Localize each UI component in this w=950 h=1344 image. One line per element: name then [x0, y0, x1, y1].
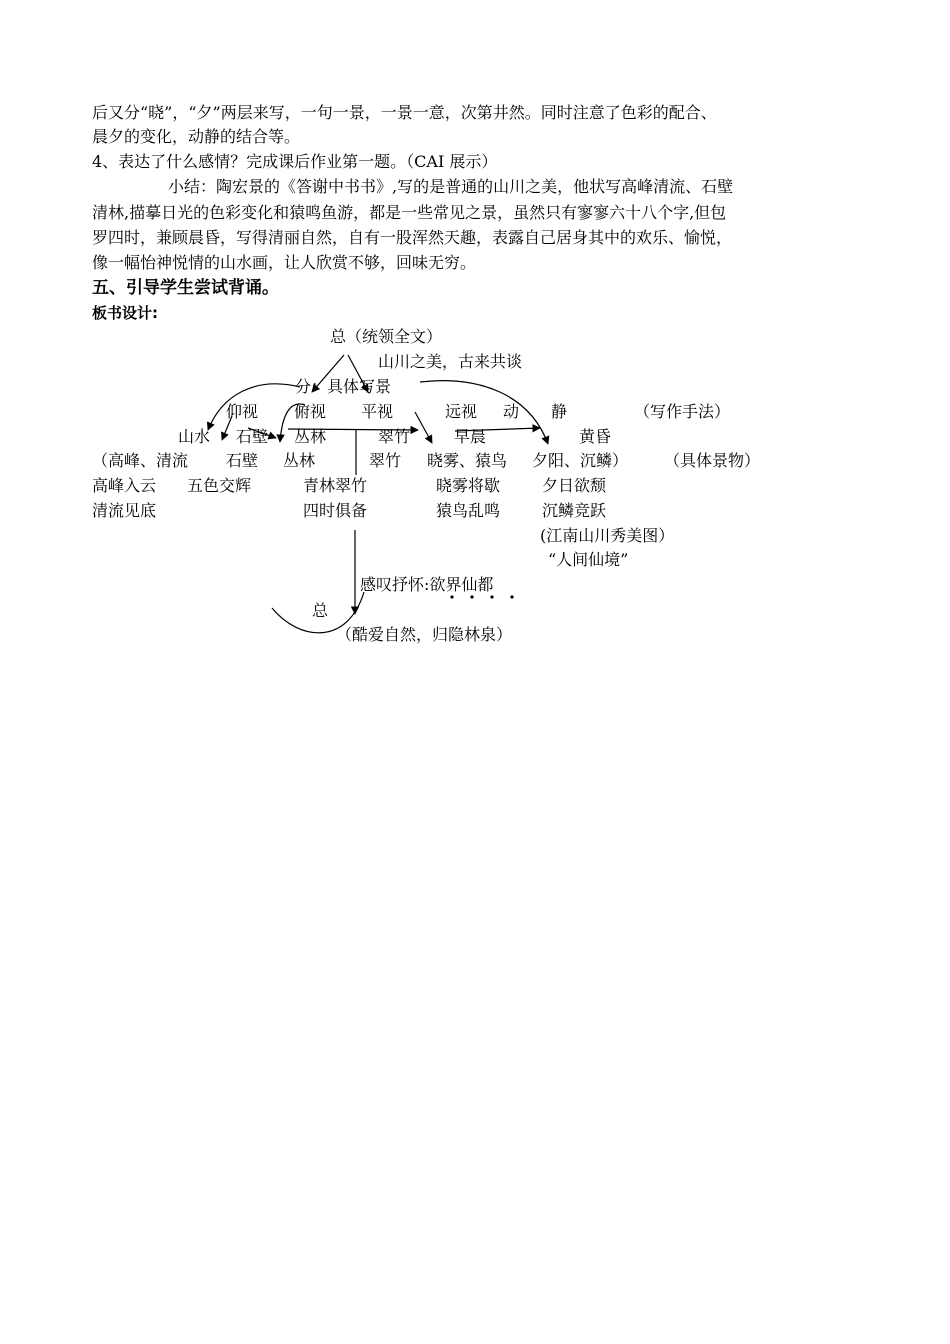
board-row-b: 猿鸟乱鸣	[436, 501, 501, 520]
board-concrete-label: （具体景物）	[664, 451, 761, 470]
board-fairyland: “人间仙境”	[548, 550, 629, 569]
board-view: 静	[551, 402, 568, 421]
board-conclusion: （酷爱自然，归隐林泉）	[336, 625, 513, 644]
board-scene: 石壁	[236, 427, 269, 446]
board-concrete: 石壁	[226, 451, 259, 470]
board-scene: 山水	[178, 427, 211, 446]
board-row-a: 青林翠竹	[303, 476, 368, 495]
board-concrete: （高峰、清流	[92, 451, 189, 470]
board-concrete: 丛林	[283, 451, 316, 470]
board-row-a: 高峰入云	[92, 476, 157, 495]
summary-line: 罗四时，兼顾晨昏，写得清丽自然，自有一股浑然天趣，表露自己居身其中的欢乐、愉悦，	[92, 228, 733, 247]
board-view: 俯视	[294, 402, 327, 421]
board-method-label: （写作手法）	[634, 402, 731, 421]
paragraph-line: 晨夕的变化，动静的结合等。	[92, 127, 301, 146]
board-view: 动	[503, 402, 520, 421]
board-view: 仰视	[226, 402, 259, 421]
board-scene: 丛林	[294, 427, 327, 446]
board-concrete: 晓雾、猿鸟	[427, 451, 508, 470]
board-row-a: 五色交辉	[187, 476, 252, 495]
board-sigh: 感叹抒怀:欲界仙都	[360, 575, 494, 594]
board-row-a: 晓雾将歇	[436, 476, 501, 495]
board-scene: 翠竹	[378, 427, 411, 446]
summary-line: 小结：陶宏景的《答谢中书书》,写的是普通的山川之美，他状写高峰清流、石壁	[168, 177, 734, 196]
board-fen: 分：具体写景	[295, 377, 392, 396]
board-row-b: 沉鳞竞跃	[542, 501, 607, 520]
arrow-yuanshi	[415, 412, 432, 443]
board-view: 平视	[361, 402, 394, 421]
board-zong-top: 总（统领全文）	[330, 327, 443, 346]
section-heading: 五、引导学生尝试背诵。	[92, 278, 279, 298]
question-4: 4、表达了什么感情？完成课后作业第一题。（CAI 展示）	[92, 152, 498, 171]
board-row-a: 夕日欲颓	[542, 476, 607, 495]
board-row-b: 清流见底	[92, 501, 157, 520]
board-row-b: 四时俱备	[303, 501, 368, 520]
summary-line: 清林,描摹日光的色彩变化和猿鸣鱼游，都是一些常见之景，虽然只有寥寥六十八个字,但包	[92, 203, 727, 222]
summary-line: 像一幅怡神悦情的山水画，让人欣赏不够，回味无穷。	[92, 253, 477, 272]
board-design-label: 板书设计:	[92, 304, 158, 322]
board-view: 远视	[445, 402, 478, 421]
paragraph-line: 后又分“晓”，“夕”两层来写，一句一景，一景一意，次第井然。同时注意了色彩的配合、	[92, 103, 717, 122]
board-scene: 黄昏	[579, 427, 612, 446]
board-zong-bottom: 总	[312, 601, 329, 620]
board-theme: 山川之美，古来共谈	[378, 352, 523, 371]
board-concrete: 翠竹	[369, 451, 402, 470]
board-painting: (江南山川秀美图）	[540, 526, 675, 545]
board-concrete: 夕阳、沉鳞）	[532, 451, 629, 470]
board-scene: 早晨	[454, 427, 487, 446]
